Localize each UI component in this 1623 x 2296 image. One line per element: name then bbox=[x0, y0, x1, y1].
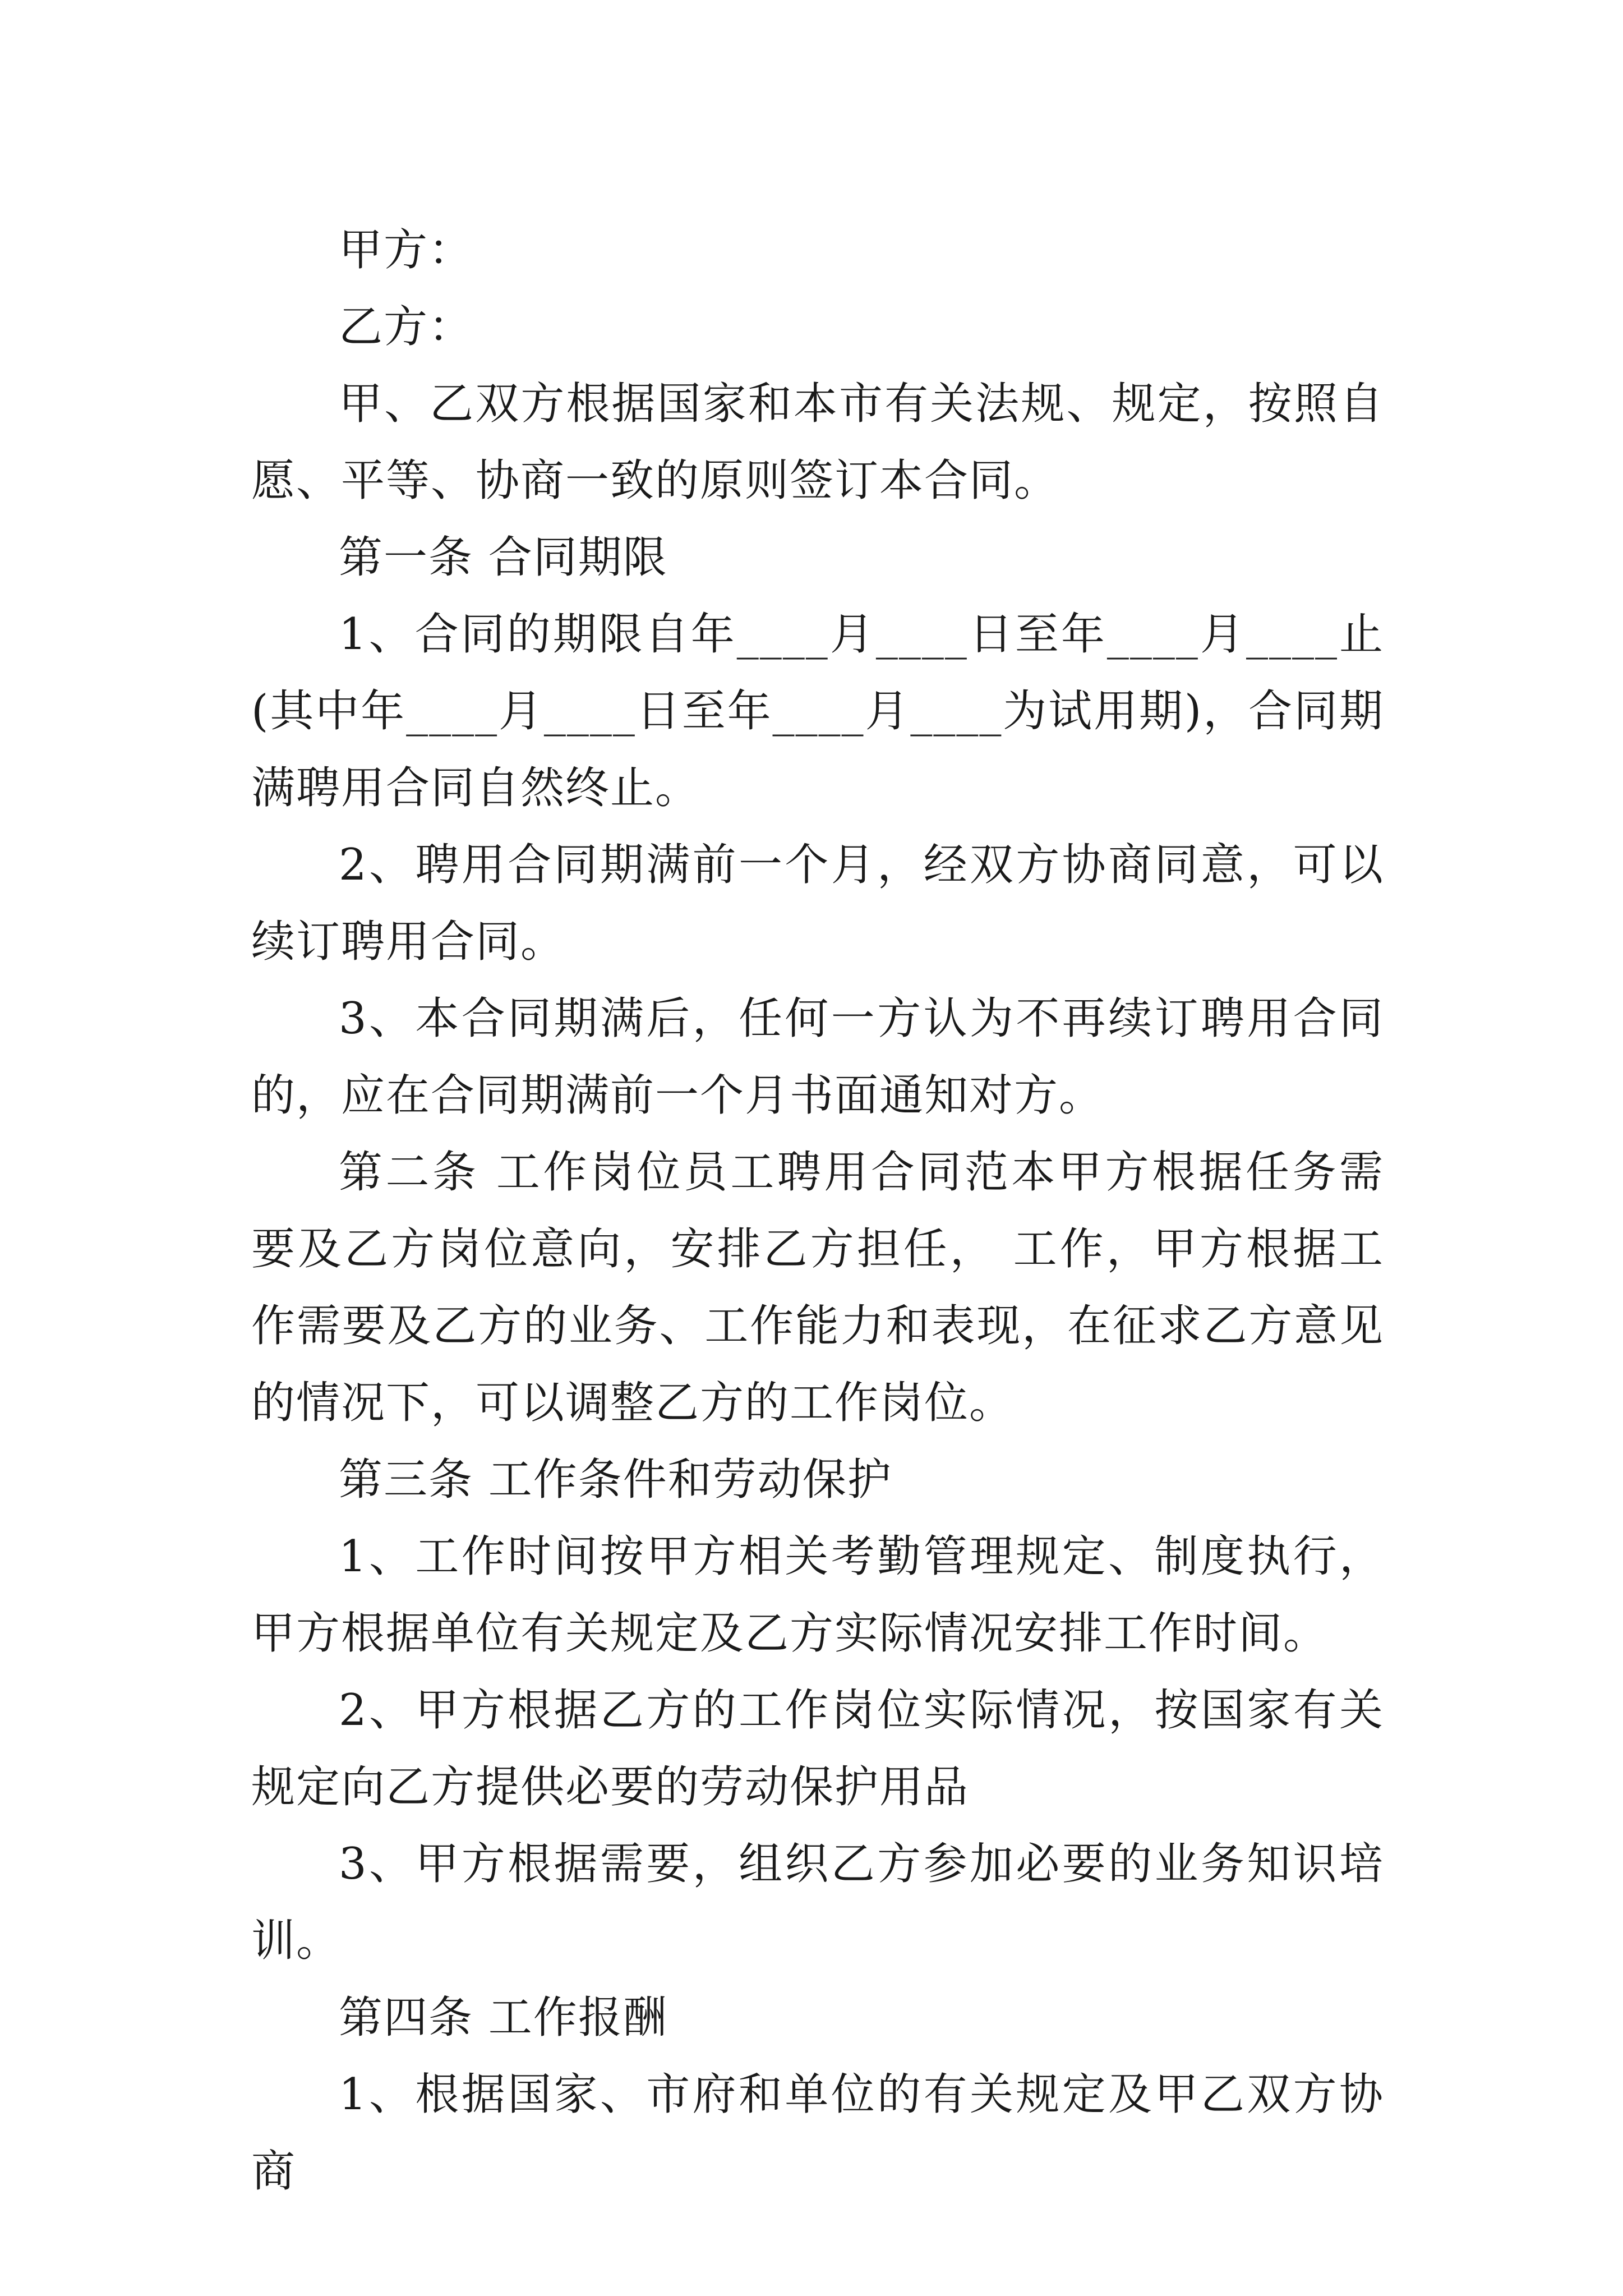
article-3-clause-3: 3、甲方根据需要，组织乙方参加必要的业务知识培训。 bbox=[251, 1839, 1384, 1966]
article-1-heading: 第一条 合同期限 bbox=[339, 532, 668, 583]
article-1-clause-1: 1、合同的期限自年____月____日至年____月____止(其中年____月____日至年____月____为试用期)，合同期满聘用合同自然终止。 bbox=[251, 609, 1384, 813]
party-b-line: 乙方： bbox=[339, 302, 474, 352]
article-1-clause-2: 2、聘用合同期满前一个月，经双方协商同意，可以续订聘用合同。 bbox=[251, 840, 1384, 967]
article-2-paragraph: 第二条 工作岗位员工聘用合同范本甲方根据任务需要及乙方岗位意向，安排乙方担任， 工作，甲方根据工作需要及乙方的业务、工作能力和表现，在征求乙方意见的情况下，可以调整乙方的工作岗位。 bbox=[251, 1147, 1384, 1428]
preamble-paragraph: 甲、乙双方根据国家和本市有关法规、规定，按照自愿、平等、协商一致的原则签订本合同。 bbox=[251, 379, 1384, 506]
article-4-heading: 第四条 工作报酬 bbox=[339, 1993, 668, 2043]
article-3-heading: 第三条 工作条件和劳动保护 bbox=[339, 1455, 892, 1505]
article-3-clause-1: 1、工作时间按甲方相关考勤管理规定、制度执行，甲方根据单位有关规定及乙方实际情况安排工作时间。 bbox=[251, 1531, 1384, 1659]
article-1-clause-3: 3、本合同期满后，任何一方认为不再续订聘用合同的，应在合同期满前一个月书面通知对方。 bbox=[251, 993, 1384, 1121]
article-4-clause-1: 1、根据国家、市府和单位的有关规定及甲乙双方协商 bbox=[251, 2069, 1384, 2197]
party-a-line: 甲方： bbox=[339, 225, 474, 275]
contract-body bbox=[251, 212, 1384, 2210]
article-3-clause-2: 2、甲方根据乙方的工作岗位实际情况，按国家有关规定向乙方提供必要的劳动保护用品 bbox=[251, 1685, 1384, 1812]
